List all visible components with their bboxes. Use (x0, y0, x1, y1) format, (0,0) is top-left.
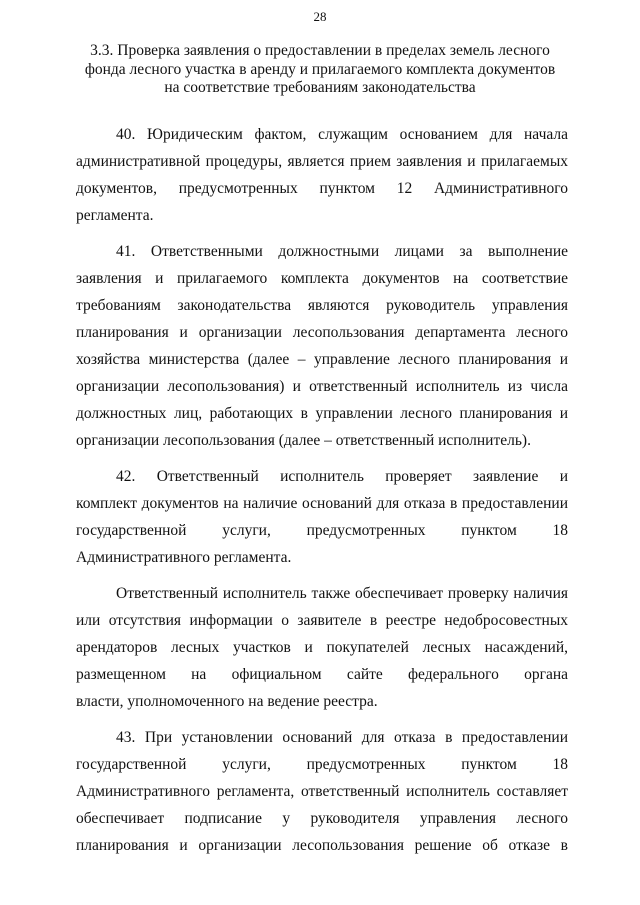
paragraph-43 (76, 724, 568, 859)
paragraph-41 (76, 238, 568, 454)
text-line: планирования и организации лесопользования департамента лесного (76, 324, 568, 341)
paragraph-42-continued (76, 580, 568, 715)
section-heading-line: фонда лесного участка в аренду и прилагаемого комплекта документов (84, 60, 556, 78)
text-line: 43. При установлении оснований для отказа в предоставлении (116, 729, 568, 746)
body-text (76, 121, 568, 868)
text-line: комплект документов на наличие оснований для отказа в предоставлении (76, 495, 568, 512)
text-line: Административного регламента, ответственный исполнитель составляет (76, 783, 568, 800)
section-heading-line: на соответствие требованиям законодательства (164, 79, 476, 96)
text-line: хозяйства министерства (далее – управление лесного планирования и (76, 351, 568, 368)
text-line: государственной услуги, предусмотренных пунктом 18 (76, 522, 568, 539)
text-line: 41. Ответственными должностными лицами за выполнение (116, 243, 568, 260)
text-line: документов, предусмотренных пунктом 12 Административного (76, 180, 568, 197)
text-line: организации лесопользования (далее – ответственный исполнитель). (76, 432, 531, 449)
paragraph-42 (76, 463, 568, 571)
text-line: размещенном на официальном сайте федерального органа (76, 666, 568, 683)
text-line: планирования и организации лесопользования решение об отказе в (76, 837, 568, 854)
text-line: государственной услуги, предусмотренных пунктом 18 (76, 756, 568, 773)
text-line: регламента. (76, 207, 154, 224)
section-heading (76, 42, 564, 98)
section-heading-line: 3.3. Проверка заявления о предоставлении в пределах земель лесного (90, 42, 550, 59)
text-line: Ответственный исполнитель также обеспечивает проверку наличия (116, 585, 568, 602)
text-line: или отсутствия информации о заявителе в реестре недобросовестных (76, 612, 568, 629)
text-line: должностных лиц, работающих в управлении лесного планирования и (76, 405, 568, 422)
text-line: власти, уполномоченного на ведение реестра. (76, 693, 378, 710)
text-line: требованиям законодательства являются руководитель управления (76, 297, 568, 314)
page-number: 28 (313, 9, 327, 24)
text-line: 42. Ответственный исполнитель проверяет заявление и (116, 468, 568, 485)
paragraph-40 (76, 121, 568, 229)
text-line: обеспечивает подписание у руководителя управления лесного (76, 810, 568, 827)
text-line: заявления и прилагаемого комплекта документов на соответствие (76, 270, 568, 287)
text-line: административной процедуры, является прием заявления и прилагаемых (76, 153, 568, 170)
text-line: арендаторов лесных участков и покупателей лесных насаждений, (76, 639, 568, 656)
text-line: Административного регламента. (76, 549, 292, 566)
text-line: организации лесопользования) и ответственный исполнитель из числа (76, 378, 568, 395)
text-line: 40. Юридическим фактом, служащим основанием для начала (116, 126, 568, 143)
